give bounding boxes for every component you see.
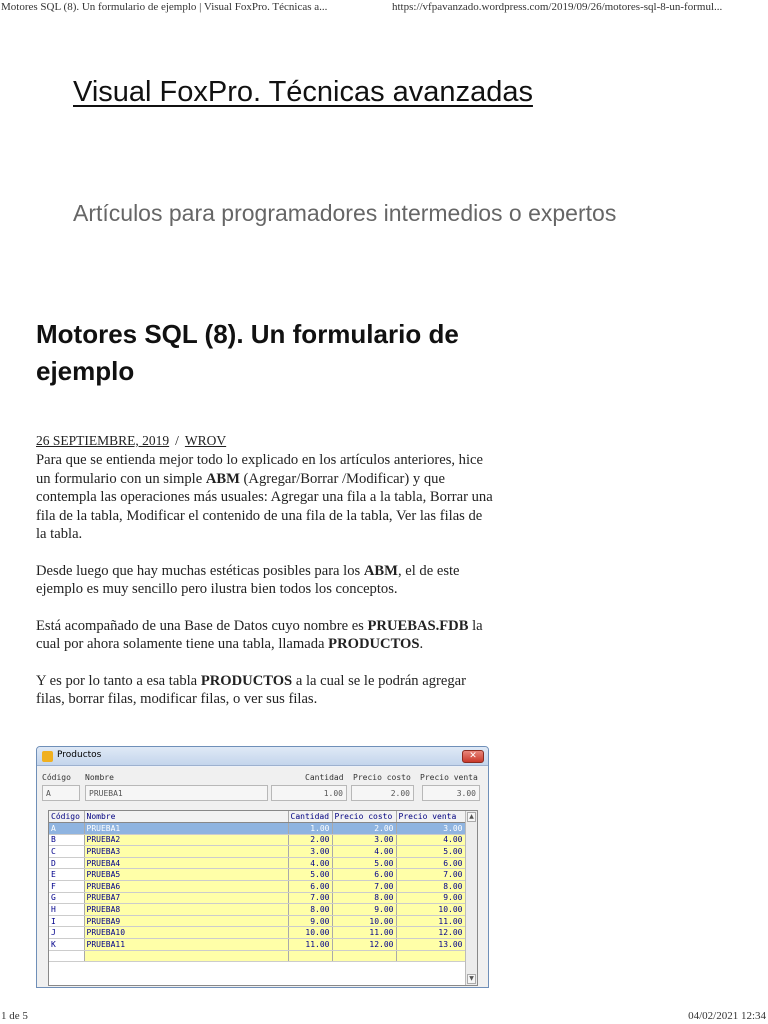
- table-row[interactable]: [49, 892, 465, 904]
- grid-cell[interactable]: 4.00: [396, 834, 465, 846]
- grid-cell[interactable]: [332, 950, 396, 962]
- post-title: Motores SQL (8). Un formulario de ejemplo: [36, 319, 459, 386]
- label-precio-costo: Precio costo: [353, 773, 411, 782]
- table-row[interactable]: [49, 869, 465, 881]
- grid-cell[interactable]: 10.00: [332, 915, 396, 927]
- productos-window-screenshot: [36, 746, 489, 988]
- grid-cell[interactable]: 2.00: [332, 823, 396, 835]
- table-row[interactable]: [49, 846, 465, 858]
- grid-cell[interactable]: 2.00: [288, 834, 332, 846]
- grid-cell[interactable]: 8.00: [288, 904, 332, 916]
- scroll-down-icon[interactable]: ▼: [467, 974, 476, 984]
- paragraph-1: Para que se entienda mejor todo lo explicado en los artículos anteriores, hice un formulario con un simple ABM (Agregar/Borrar /Modificar) y que contempla las operaciones más usuales: Agregar una fila a la tabla, Borrar una fila de la tabla, Modificar el contenido de una fila de la tabla, Ver las filas de la tabla.: [36, 452, 493, 542]
- post-author-link[interactable]: WROV: [184, 433, 227, 448]
- grid-cell[interactable]: 6.00: [332, 869, 396, 881]
- nombre-field[interactable]: PRUEBA1: [85, 785, 268, 801]
- grid-cell[interactable]: PRUEBA1: [84, 823, 288, 835]
- grid-header-row: [49, 811, 465, 823]
- grid-body: [49, 823, 465, 962]
- close-icon[interactable]: ✕: [462, 750, 484, 763]
- precio-costo-field[interactable]: 2.00: [351, 785, 414, 801]
- table-row[interactable]: [49, 904, 465, 916]
- grid-cell[interactable]: 9.00: [288, 915, 332, 927]
- site-description: Artículos para programadores intermedios o expertos: [73, 200, 617, 226]
- paragraph-2: Desde luego que hay muchas estéticas posibles para los ABM, el de este ejemplo es muy sencillo pero ilustra bien todos los conceptos.: [36, 562, 460, 597]
- grid-cell[interactable]: 13.00: [396, 939, 465, 951]
- grid-cell[interactable]: [396, 950, 465, 962]
- label-codigo: Código: [42, 773, 71, 782]
- grid-cell[interactable]: 5.00: [288, 869, 332, 881]
- grid-cell[interactable]: 5.00: [332, 857, 396, 869]
- grid-cell[interactable]: E: [49, 869, 84, 881]
- grid-header-cell[interactable]: Código: [49, 811, 84, 823]
- grid-cell[interactable]: PRUEBA5: [84, 869, 288, 881]
- grid-cell[interactable]: 3.00: [288, 846, 332, 858]
- grid-cell[interactable]: 7.00: [396, 869, 465, 881]
- table-row[interactable]: [49, 834, 465, 846]
- grid-cell[interactable]: B: [49, 834, 84, 846]
- post-body: [36, 451, 496, 727]
- grid-cell[interactable]: 4.00: [288, 857, 332, 869]
- print-header-title: Motores SQL (8). Un formulario de ejemplo | Visual FoxPro. Técnicas a...: [1, 1, 328, 13]
- grid-cell[interactable]: 8.00: [396, 881, 465, 893]
- grid-cell[interactable]: 6.00: [396, 857, 465, 869]
- site-title[interactable]: Visual FoxPro. Técnicas avanzadas: [73, 76, 533, 108]
- grid-cell[interactable]: 12.00: [396, 927, 465, 939]
- grid-cell[interactable]: 10.00: [396, 904, 465, 916]
- grid-cell[interactable]: 7.00: [332, 881, 396, 893]
- grid-cell[interactable]: 11.00: [288, 939, 332, 951]
- print-header-url[interactable]: https://vfpavanzado.wordpress.com/2019/09/26/motores-sql-8-un-formul...: [392, 1, 723, 13]
- post-date-link[interactable]: 26 SEPTIEMBRE, 2019: [36, 433, 170, 448]
- grid-cell[interactable]: PRUEBA3: [84, 846, 288, 858]
- grid-header-cell[interactable]: Precio costo: [332, 811, 396, 823]
- table-row[interactable]: [49, 950, 465, 962]
- grid-cell[interactable]: 1.00: [288, 823, 332, 835]
- grid-cell[interactable]: 10.00: [288, 927, 332, 939]
- meta-separator: /: [175, 433, 179, 448]
- table-row[interactable]: [49, 927, 465, 939]
- grid-cell[interactable]: D: [49, 857, 84, 869]
- grid-cell[interactable]: 8.00: [332, 892, 396, 904]
- grid-cell[interactable]: I: [49, 915, 84, 927]
- productos-table: [49, 811, 466, 962]
- productos-grid[interactable]: [48, 810, 478, 986]
- grid-cell[interactable]: PRUEBA7: [84, 892, 288, 904]
- table-row[interactable]: [49, 857, 465, 869]
- grid-cell[interactable]: PRUEBA11: [84, 939, 288, 951]
- grid-header-cell[interactable]: Nombre: [84, 811, 288, 823]
- grid-cell[interactable]: 12.00: [332, 939, 396, 951]
- scroll-up-icon[interactable]: ▲: [467, 812, 476, 822]
- page-number: 1 de 5: [1, 1010, 28, 1022]
- label-precio-venta: Precio venta: [420, 773, 478, 782]
- grid-cell[interactable]: 7.00: [288, 892, 332, 904]
- precio-venta-field[interactable]: 3.00: [422, 785, 480, 801]
- grid-cell[interactable]: PRUEBA10: [84, 927, 288, 939]
- grid-cell[interactable]: PRUEBA8: [84, 904, 288, 916]
- paragraph-3: Está acompañado de una Base de Datos cuyo nombre es PRUEBAS.FDB la cual por ahora solamente tiene una tabla, llamada PRODUCTOS.: [36, 617, 483, 652]
- grid-cell[interactable]: [49, 950, 84, 962]
- grid-cell[interactable]: 3.00: [332, 834, 396, 846]
- grid-header-cell[interactable]: Precio venta: [396, 811, 465, 823]
- grid-cell[interactable]: H: [49, 904, 84, 916]
- grid-cell[interactable]: PRUEBA6: [84, 881, 288, 893]
- print-datetime: 04/02/2021 12:34: [688, 1010, 766, 1022]
- cantidad-field[interactable]: 1.00: [271, 785, 347, 801]
- grid-header-cell[interactable]: Cantidad: [288, 811, 332, 823]
- grid-cell[interactable]: PRUEBA4: [84, 857, 288, 869]
- window-titlebar: [37, 747, 488, 766]
- grid-cell[interactable]: J: [49, 927, 84, 939]
- table-row[interactable]: [49, 939, 465, 951]
- grid-cell[interactable]: 11.00: [396, 915, 465, 927]
- grid-cell[interactable]: A: [49, 823, 84, 835]
- grid-cell[interactable]: [84, 950, 288, 962]
- print-header: [0, 0, 768, 16]
- label-cantidad: Cantidad: [305, 773, 344, 782]
- grid-cell[interactable]: 6.00: [288, 881, 332, 893]
- label-nombre: Nombre: [85, 773, 114, 782]
- grid-cell[interactable]: PRUEBA2: [84, 834, 288, 846]
- grid-cell[interactable]: 9.00: [332, 904, 396, 916]
- grid-cell[interactable]: C: [49, 846, 84, 858]
- window-content: [37, 767, 488, 987]
- grid-cell[interactable]: [288, 950, 332, 962]
- grid-cell[interactable]: F: [49, 881, 84, 893]
- paragraph-4: Y es por lo tanto a esa tabla PRODUCTOS a la cual se le podrán agregar filas, borrar filas, modificar filas, o ver sus filas.: [36, 672, 467, 707]
- foxpro-app-icon: [42, 751, 53, 762]
- post-meta: [36, 433, 226, 449]
- grid-cell[interactable]: PRUEBA9: [84, 915, 288, 927]
- grid-cell[interactable]: K: [49, 939, 84, 951]
- window-title: Productos: [57, 750, 102, 760]
- table-row[interactable]: [49, 881, 465, 893]
- table-row[interactable]: [49, 915, 465, 927]
- grid-cell[interactable]: 5.00: [396, 846, 465, 858]
- grid-cell[interactable]: 4.00: [332, 846, 396, 858]
- grid-cell[interactable]: 11.00: [332, 927, 396, 939]
- grid-scrollbar[interactable]: [465, 811, 477, 985]
- grid-cell[interactable]: 9.00: [396, 892, 465, 904]
- grid-cell[interactable]: G: [49, 892, 84, 904]
- grid-cell[interactable]: 3.00: [396, 823, 465, 835]
- codigo-field[interactable]: A: [42, 785, 80, 801]
- table-row[interactable]: [49, 823, 465, 835]
